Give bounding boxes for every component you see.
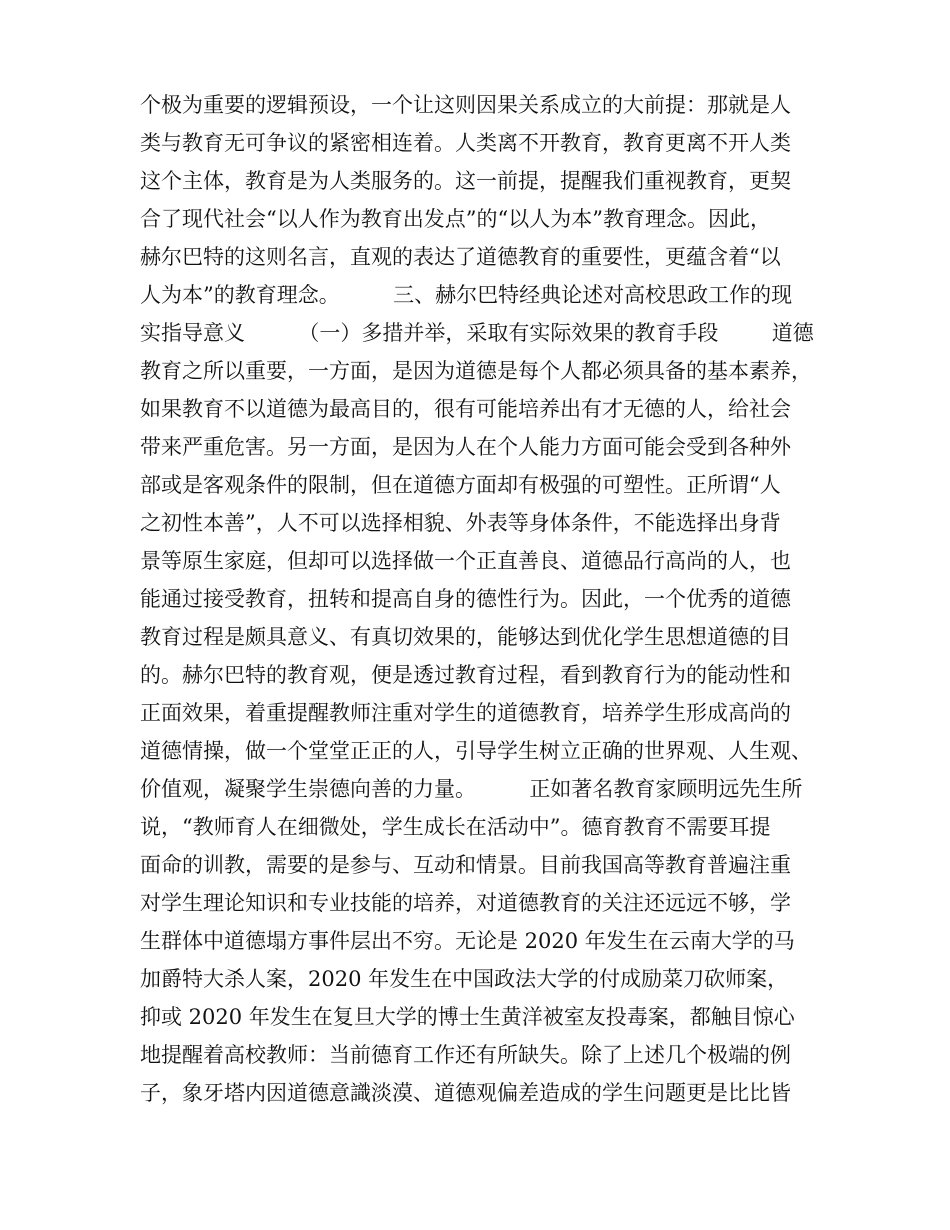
text-line: 类与教育无可争议的紧密相连着。人类离不开教育，教育更离不开人类 [140, 131, 791, 155]
text-line: 正面效果，着重提醒教师注重对学生的道德教育，培养学生形成高尚的 [140, 701, 791, 725]
text-line: 个极为重要的逻辑预设，一个让这则因果关系成立的大前提：那就是人 [140, 93, 791, 117]
text-line: 这个主体，教育是为人类服务的。这一前提，提醒我们重视教育，更契 [140, 169, 791, 193]
body-text [140, 86, 830, 1112]
text-line: 赫尔巴特的这则名言，直观的表达了道德教育的重要性，更蕴含着“以 [140, 245, 781, 269]
text-line: 加爵特大杀人案，2020 年发生在中国政法大学的付成励菜刀砍师案， [140, 967, 789, 991]
text-line: 合了现代社会“以人作为教育出发点”的“以人为本”教育理念。因此， [140, 207, 771, 231]
text-line: 地提醒着高校教师：当前德育工作还有所缺失。除了上述几个极端的例 [140, 1043, 791, 1067]
text-line: 生群体中道德塌方事件层出不穷。无论是 2020 年发生在云南大学的马 [140, 929, 795, 953]
text-line: 道德情操，做一个堂堂正正的人，引导学生树立正确的世界观、人生观、 [140, 739, 812, 763]
text-line: 人为本”的教育理念。 三、赫尔巴特经典论述对高校思政工作的现 [140, 283, 793, 307]
text-line: 景等原生家庭，但却可以选择做一个正直善良、道德品行高尚的人，也 [140, 549, 791, 573]
text-line: 说，“教师育人在细微处，学生成长在活动中”。德育教育不需要耳提 [140, 815, 771, 839]
text-line: 如果教育不以道德为最高目的，很有可能培养出有才无德的人，给社会 [140, 397, 791, 421]
text-line: 带来严重危害。另一方面，是因为人在个人能力方面可能会受到各种外 [140, 435, 791, 459]
text-line: 对学生理论知识和专业技能的培养，对道德教育的关注还远远不够，学 [140, 891, 791, 915]
text-line: 抑或 2020 年发生在复旦大学的博士生黄洋被室友投毒案，都触目惊心 [140, 1005, 795, 1029]
text-line: 面命的训教，需要的是参与、互动和情景。目前我国高等教育普遍注重 [140, 853, 791, 877]
text-line: 实指导意义 （一）多措并举，采取有实际效果的教育手段 道德 [140, 321, 814, 345]
text-line: 部或是客观条件的限制，但在道德方面却有极强的可塑性。正所谓“人 [140, 473, 781, 497]
text-line: 价值观，凝聚学生崇德向善的力量。 正如著名教育家顾明远先生所 [140, 777, 803, 801]
text-line: 的。赫尔巴特的教育观，便是透过教育过程，看到教育行为的能动性和 [140, 663, 791, 687]
text-line: 子，象牙塔内因道德意識淡漠、道德观偏差造成的学生问题更是比比皆 [140, 1081, 791, 1105]
text-line: 能通过接受教育，扭转和提高自身的德性行为。因此，一个优秀的道德 [140, 587, 791, 611]
text-line: 之初性本善”，人不可以选择相貌、外表等身体条件，不能选择出身背 [140, 511, 781, 535]
text-line: 教育过程是颇具意义、有真切效果的，能够达到优化学生思想道德的目 [140, 625, 791, 649]
text-line: 教育之所以重要，一方面，是因为道德是每个人都必须具备的基本素养， [140, 359, 812, 383]
